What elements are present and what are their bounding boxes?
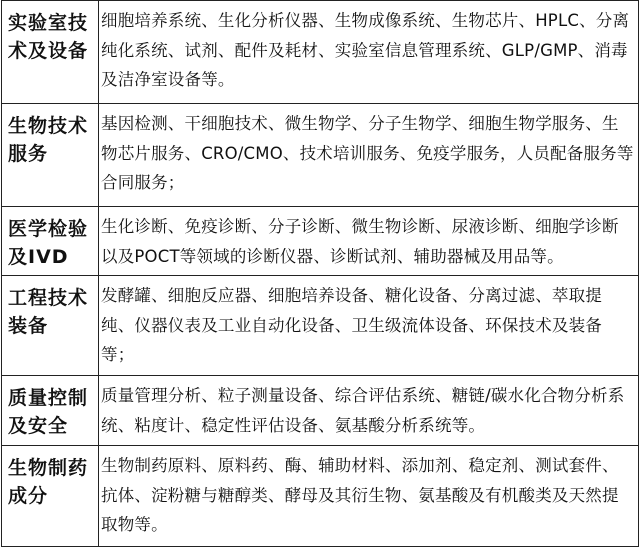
table-row (2, 446, 639, 547)
category-cell: 实验室技术及设备 (2, 1, 99, 104)
description-cell: 细胞培养系统、生化分析仪器、生物成像系统、生物芯片、HPLC、分离纯化系统、试剂、配件及耗材、实验室信息管理系统、GLP/GMP、消毒及洁净室设备等。 (99, 1, 639, 104)
description-cell: 发酵罐、细胞反应器、细胞培养设备、糖化设备、分离过滤、萃取提纯、仪器仪表及工业自动化设备、卫生级流体设备、环保技术及装备等； (99, 276, 639, 376)
category-cell: 生物制药成分 (2, 446, 99, 547)
description-cell: 基因检测、干细胞技术、微生物学、分子生物学、细胞生物学服务、生物芯片服务、CRO/CMO、技术培训服务、免疫学服务，人员配备服务等合同服务； (99, 104, 639, 207)
description-cell: 质量管理分析、粒子测量设备、综合评估系统、糖链/碳水化合物分析系统、粘度计、稳定性评估设备、氨基酸分析系统等。 (99, 376, 639, 446)
category-cell: 医学检验及IVD (2, 207, 99, 276)
category-cell: 质量控制及安全 (2, 376, 99, 446)
category-cell: 工程技术装备 (2, 276, 99, 376)
description-cell: 生化诊断、免疫诊断、分子诊断、微生物诊断、尿液诊断、细胞学诊断以及POCT等领域的诊断仪器、诊断试剂、辅助器械及用品等。 (99, 207, 639, 276)
table-row (2, 207, 639, 276)
exhibit-category-table (1, 0, 639, 547)
table-row (2, 376, 639, 446)
table-row (2, 276, 639, 376)
category-cell: 生物技术服务 (2, 104, 99, 207)
table-row (2, 104, 639, 207)
table-row (2, 1, 639, 104)
description-cell: 生物制药原料、原料药、酶、辅助材料、添加剂、稳定剂、测试套件、抗体、淀粉糖与糖醇类、酵母及其衍生物、氨基酸及有机酸类及天然提取物等。 (99, 446, 639, 547)
